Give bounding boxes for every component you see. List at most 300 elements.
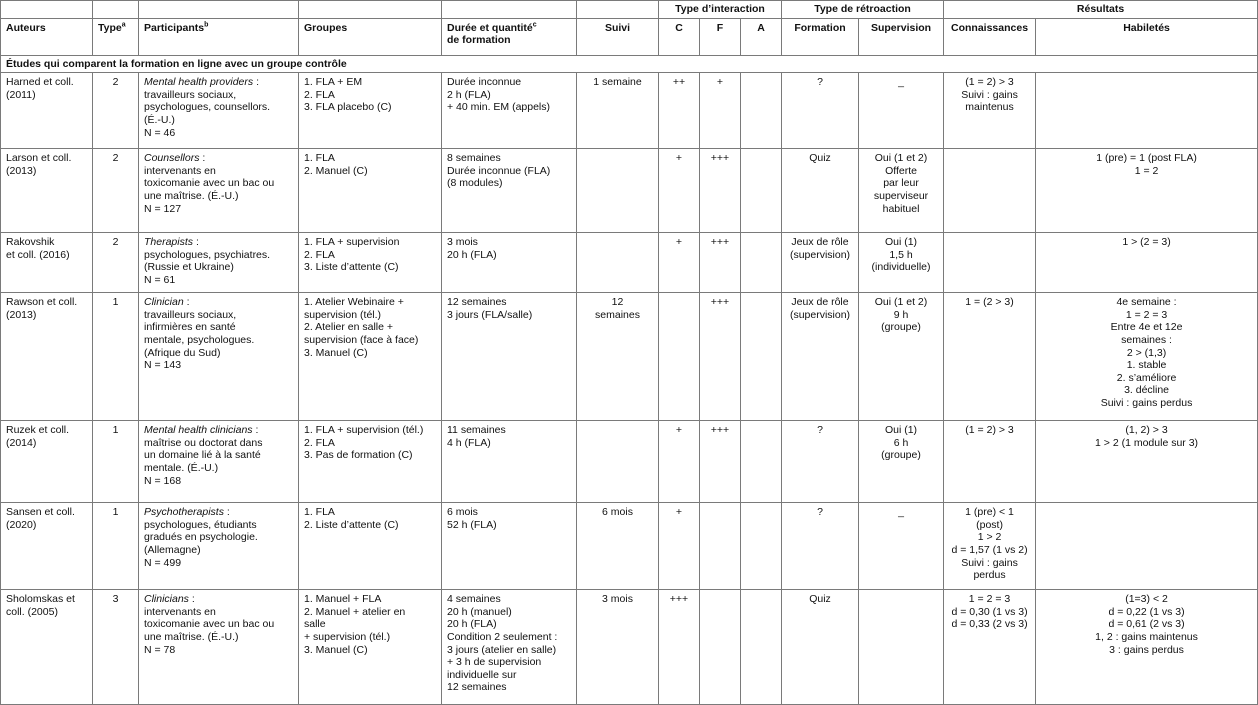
cell-supervision [859, 149, 944, 233]
participants-line: travailleurs sociaux, [144, 88, 237, 101]
auteurs-line: (2020) [6, 518, 37, 531]
section-title: Études qui comparent la formation en ligne avec un groupe contrôle [1, 55, 1258, 73]
cell-type-value: 3 [112, 593, 119, 606]
duree-line: 12 semaines [447, 296, 507, 309]
participants-line: intervenants en [144, 164, 216, 177]
participants-line: mentale. (É.-U.) [144, 461, 219, 474]
participants-line: (Allemagne) [144, 543, 201, 556]
cell-connaissances [944, 149, 1036, 233]
habiletes-line: d = 0,61 (2 vs 3) [1108, 618, 1185, 631]
connaissances-line: d = 0,30 (1 vs 3) [951, 605, 1028, 618]
habiletes-line: 2. s’améliore [1116, 371, 1177, 384]
cell-participants [139, 503, 299, 590]
cell-type [93, 421, 139, 503]
participants-line: une maîtrise. (É.-U.) [144, 189, 239, 202]
cell-participants [139, 590, 299, 705]
participants-line: N = 78 [144, 643, 176, 656]
connaissances-line: (1 = 2) > 3 [965, 76, 1014, 89]
supervision-line: Oui (1 et 2) [874, 152, 928, 165]
auteurs-line: Sansen et coll. [6, 506, 75, 519]
participants-title: Mental health clinicians : [144, 424, 259, 437]
habiletes-line: 3. décline [1124, 384, 1170, 397]
table-row [1, 590, 1258, 705]
supervision-line: (individuelle) [871, 261, 931, 274]
cell-connaissances [944, 73, 1036, 149]
participants-line: psychologues, étudiants [144, 518, 257, 531]
cell-supervision [859, 421, 944, 503]
suivi-line: 6 mois [602, 506, 633, 519]
duree-line: Durée inconnue [447, 76, 522, 89]
habiletes-line: 1 = 2 [1134, 164, 1159, 177]
header-interaction-group: Type d’interaction [659, 1, 782, 19]
participants-title-text: Counsellors [144, 152, 200, 165]
header-resultats-group: Résultats [944, 1, 1258, 19]
participants-line: psychologues, counsellors. [144, 101, 271, 114]
auteurs-line: Larson et coll. [6, 152, 72, 165]
header-empty [139, 1, 299, 19]
table-row [1, 503, 1258, 590]
habiletes-line: (1, 2) > 3 [1125, 424, 1168, 437]
groupes-line: 2. FLA [304, 248, 335, 261]
cell-c-value: + [675, 424, 683, 437]
cell-participants [139, 293, 299, 421]
auteurs-line: Sholomskas et [6, 593, 75, 606]
cell-c-value: ++ [672, 76, 686, 89]
cell-groupes [299, 293, 442, 421]
habiletes-line: 1 > (2 = 3) [1122, 236, 1171, 249]
participants-title: Mental health providers : [144, 76, 259, 89]
header-empty [299, 1, 442, 19]
cell-duree [442, 590, 577, 705]
cell-c-value: +++ [669, 593, 689, 606]
participants-line: un domaine lié à la santé [144, 449, 261, 462]
participants-title-text: Mental health providers [144, 76, 254, 89]
participants-line: toxicomanie avec un bac ou [144, 177, 275, 190]
auteurs-line: Rakovshik [6, 236, 55, 249]
supervision-line: Oui (1) [884, 236, 918, 249]
cell-type [93, 73, 139, 149]
groupes-line: 1. Manuel + FLA [304, 593, 382, 606]
connaissances-line: Suivi : gains [961, 88, 1018, 101]
auteurs-line: (2013) [6, 308, 37, 321]
cell-c-value: + [675, 236, 683, 249]
habiletes-line: Suivi : gains perdus [1100, 396, 1193, 409]
participants-title: Clinician : [144, 296, 190, 309]
duree-line: 20 h (FLA) [447, 248, 497, 261]
col-header-habiletes: Habiletés [1036, 18, 1258, 55]
cell-auteurs [1, 503, 93, 590]
groupes-line: + supervision (tél.) [304, 630, 391, 643]
supervision-line: par leur [883, 177, 919, 190]
habiletes-line: 1 > 2 (1 module sur 3) [1095, 436, 1199, 449]
supervision-line: 1,5 h [889, 248, 913, 261]
col-header-groupes: Groupes [299, 18, 442, 55]
cell-supervision [859, 293, 944, 421]
supervision-line: 6 h [893, 436, 909, 449]
cell-groupes [299, 149, 442, 233]
cell-f-value: + [716, 76, 724, 89]
groupes-line: supervision (face à face) [304, 333, 419, 346]
groupes-line: 2. FLA [304, 436, 335, 449]
formation-line: ? [817, 506, 823, 519]
supervision-line: (groupe) [881, 449, 921, 462]
col-header-a: A [741, 18, 782, 55]
habiletes-line: 1, 2 : gains maintenus [1095, 630, 1198, 643]
connaissances-line: Suivi : gains [961, 556, 1018, 569]
participants-title: Therapists : [144, 236, 199, 249]
cell-connaissances [944, 590, 1036, 705]
header-empty [1, 1, 93, 19]
cell-f [700, 421, 741, 503]
section-row [1, 55, 1258, 73]
participants-line: intervenants en [144, 605, 216, 618]
participants-line: infirmières en santé [144, 321, 236, 334]
supervision-line: habituel [882, 202, 920, 215]
cell-duree [442, 73, 577, 149]
header-row-columns [1, 18, 1258, 55]
header-retroaction-group: Type de rétroaction [782, 1, 944, 19]
cell-groupes [299, 503, 442, 590]
connaissances-line: maintenus [965, 101, 1014, 114]
groupes-line: 2. Manuel + atelier en [304, 605, 406, 618]
participants-line: (Afrique du Sud) [144, 346, 221, 359]
cell-suivi [577, 73, 659, 149]
groupes-line: 3. Manuel (C) [304, 346, 368, 359]
cell-supervision [859, 73, 944, 149]
cell-groupes [299, 421, 442, 503]
cell-auteurs [1, 590, 93, 705]
participants-line: toxicomanie avec un bac ou [144, 618, 275, 631]
participants-title-text: Psychotherapists [144, 506, 224, 519]
cell-duree [442, 233, 577, 293]
participants-line: N = 168 [144, 474, 182, 487]
groupes-line: supervision (tél.) [304, 308, 382, 321]
duree-line: 20 h (FLA) [447, 618, 497, 631]
habiletes-line: 3 : gains perdus [1109, 643, 1184, 656]
cell-supervision [859, 590, 944, 705]
cell-c [659, 590, 700, 705]
cell-formation [782, 73, 859, 149]
habiletes-line: 1 = 2 = 3 [1125, 308, 1168, 321]
cell-suivi [577, 293, 659, 421]
cell-type [93, 503, 139, 590]
connaissances-line: (post) [976, 518, 1003, 531]
auteurs-line: et coll. (2016) [6, 248, 70, 261]
col-header-f: F [700, 18, 741, 55]
participants-line: mentale, psychologues. [144, 333, 255, 346]
habiletes-line: d = 0,22 (1 vs 3) [1108, 605, 1185, 618]
auteurs-line: (2011) [6, 88, 36, 101]
cell-f [700, 503, 741, 590]
cell-a [741, 590, 782, 705]
col-header-c: C [659, 18, 700, 55]
auteurs-line: Ruzek et coll. [6, 424, 70, 437]
cell-c [659, 149, 700, 233]
supervision-line: Offerte [885, 164, 917, 177]
participants-title: Counsellors : [144, 152, 206, 165]
cell-habiletes [1036, 293, 1258, 421]
groupes-line: 1. FLA [304, 506, 335, 519]
groupes-line: 3. Manuel (C) [304, 643, 368, 656]
cell-a [741, 233, 782, 293]
col-header-suivi: Suivi [577, 18, 659, 55]
formation-line: Jeux de rôle [791, 236, 849, 249]
cell-connaissances [944, 503, 1036, 590]
duree-line: 6 mois [447, 506, 478, 519]
cell-participants [139, 149, 299, 233]
auteurs-line: (2014) [6, 436, 37, 449]
participants-title-text: Mental health clinicians [144, 424, 253, 437]
participants-line: travailleurs sociaux, [144, 308, 237, 321]
formation-line: Quiz [809, 593, 831, 606]
cell-type-value: 1 [112, 296, 119, 309]
formation-line: ? [817, 424, 823, 437]
cell-connaissances [944, 293, 1036, 421]
participants-title-text: Clinician [144, 296, 184, 309]
table-row [1, 73, 1258, 149]
cell-f [700, 73, 741, 149]
cell-habiletes [1036, 149, 1258, 233]
supervision-line: _ [898, 506, 904, 519]
cell-participants [139, 73, 299, 149]
cell-a [741, 73, 782, 149]
cell-habiletes [1036, 233, 1258, 293]
habiletes-line: (1=3) < 2 [1125, 593, 1168, 606]
cell-groupes [299, 73, 442, 149]
suivi-line: 1 semaine [593, 76, 642, 89]
cell-suivi [577, 590, 659, 705]
participants-line: (É.-U.) [144, 113, 175, 126]
connaissances-line: 1 > 2 [977, 531, 1002, 544]
header-empty [442, 1, 577, 19]
participants-line: N = 143 [144, 359, 182, 372]
groupes-line: 3. Liste d’attente (C) [304, 261, 399, 274]
cell-habiletes [1036, 503, 1258, 590]
duree-line: 20 h (manuel) [447, 605, 512, 618]
cell-duree [442, 149, 577, 233]
supervision-line: (groupe) [881, 321, 921, 334]
duree-line: 3 mois [447, 236, 478, 249]
duree-line: 8 semaines [447, 152, 501, 165]
habiletes-line: 4e semaine : [1116, 296, 1177, 309]
groupes-line: 1. FLA [304, 152, 335, 165]
cell-groupes [299, 590, 442, 705]
cell-a [741, 293, 782, 421]
auteurs-line: coll. (2005) [6, 605, 58, 618]
cell-f-value: +++ [710, 296, 730, 309]
groupes-line: 1. FLA + EM [304, 76, 363, 89]
cell-c [659, 503, 700, 590]
cell-type-value: 2 [112, 236, 119, 249]
supervision-line: _ [898, 76, 904, 89]
groupes-line: 2. Liste d’attente (C) [304, 518, 399, 531]
formation-line: Jeux de rôle [791, 296, 849, 309]
formation-line: ? [817, 76, 823, 89]
cell-type-value: 2 [112, 152, 119, 165]
cell-f [700, 233, 741, 293]
participants-line: gradués en psychologie. [144, 531, 258, 544]
participants-line: N = 61 [144, 273, 176, 286]
table-row [1, 421, 1258, 503]
duree-line: 4 semaines [447, 593, 501, 606]
groupes-line: salle [304, 618, 326, 631]
cell-type-value: 1 [112, 506, 119, 519]
habiletes-line: 2 > (1,3) [1126, 346, 1167, 359]
cell-suivi [577, 149, 659, 233]
duree-line: + 40 min. EM (appels) [447, 101, 551, 114]
col-header-supervision: Supervision [859, 18, 944, 55]
cell-formation [782, 590, 859, 705]
suivi-line: semaines [595, 308, 640, 321]
formation-line: (supervision) [789, 248, 851, 261]
col-header-duree: Durée et quantité$^c$ de formation [442, 18, 577, 55]
connaissances-line: (1 = 2) > 3 [965, 424, 1014, 437]
duree-line: Condition 2 seulement : [447, 630, 558, 643]
cell-c [659, 421, 700, 503]
cell-c-value: + [675, 506, 683, 519]
participants-line: N = 127 [144, 202, 182, 215]
supervision-line: 9 h [893, 308, 909, 321]
cell-groupes [299, 233, 442, 293]
cell-habiletes [1036, 73, 1258, 149]
col-header-connaissances: Connaissances [944, 18, 1036, 55]
cell-suivi [577, 421, 659, 503]
habiletes-line: 1. stable [1126, 359, 1167, 372]
cell-duree [442, 421, 577, 503]
cell-habiletes [1036, 590, 1258, 705]
connaissances-line: 1 = 2 = 3 [968, 593, 1011, 606]
duree-line: (8 modules) [447, 177, 503, 190]
cell-f [700, 590, 741, 705]
table-row [1, 293, 1258, 421]
duree-line: 52 h (FLA) [447, 518, 497, 531]
col-header-participants: Participants$^b$ [139, 18, 299, 55]
connaissances-line: 1 (pre) < 1 [965, 506, 1014, 519]
duree-line: 11 semaines [447, 424, 506, 437]
cell-f [700, 293, 741, 421]
cell-c-value: + [675, 152, 683, 165]
supervision-line: Oui (1) [884, 424, 918, 437]
cell-auteurs [1, 149, 93, 233]
cell-type-value: 1 [112, 424, 119, 437]
cell-formation [782, 503, 859, 590]
formation-line: Quiz [809, 152, 831, 165]
cell-auteurs [1, 73, 93, 149]
participants-title-text: Clinicians [144, 593, 189, 606]
participants-line: une maîtrise. (É.-U.) [144, 630, 239, 643]
cell-type [93, 149, 139, 233]
cell-f-value: +++ [710, 152, 730, 165]
cell-f-value: +++ [710, 236, 730, 249]
cell-a [741, 503, 782, 590]
auteurs-line: Rawson et coll. [6, 296, 78, 309]
groupes-line: 2. Atelier en salle + [304, 321, 394, 334]
cell-f-value: +++ [710, 424, 730, 437]
table-row [1, 149, 1258, 233]
duree-line: 3 jours (FLA/salle) [447, 308, 533, 321]
groupes-line: 3. Pas de formation (C) [304, 449, 413, 462]
groupes-line: 1. FLA + supervision (tél.) [304, 424, 424, 437]
duree-line: individuelle sur [447, 668, 517, 681]
duree-line: 2 h (FLA) [447, 88, 491, 101]
duree-line: 3 jours (atelier en salle) [447, 643, 557, 656]
cell-type [93, 293, 139, 421]
cell-formation [782, 233, 859, 293]
cell-c [659, 73, 700, 149]
participants-line: maîtrise ou doctorat dans [144, 436, 263, 449]
cell-type [93, 233, 139, 293]
cell-f [700, 149, 741, 233]
header-empty [577, 1, 659, 19]
habiletes-line: Entre 4e et 12e [1110, 321, 1183, 334]
cell-suivi [577, 233, 659, 293]
groupes-line: 2. Manuel (C) [304, 164, 368, 177]
duree-line: 12 semaines [447, 681, 507, 694]
suivi-line: 3 mois [602, 593, 633, 606]
groupes-line: 1. Atelier Webinaire + [304, 296, 404, 309]
participants-title: Psychotherapists : [144, 506, 230, 519]
cell-auteurs [1, 421, 93, 503]
cell-participants [139, 233, 299, 293]
cell-c [659, 293, 700, 421]
participants-title: Clinicians : [144, 593, 195, 606]
cell-c [659, 233, 700, 293]
cell-auteurs [1, 293, 93, 421]
connaissances-line: 1 = (2 > 3) [965, 296, 1014, 309]
cell-supervision [859, 503, 944, 590]
participants-title-text: Therapists [144, 236, 194, 249]
auteurs-line: Harned et coll. [6, 76, 74, 89]
cell-connaissances [944, 233, 1036, 293]
cell-a [741, 149, 782, 233]
cell-type-value: 2 [112, 76, 119, 89]
habiletes-line: semaines : [1121, 333, 1172, 346]
cell-formation [782, 293, 859, 421]
duree-line: + 3 h de supervision [447, 656, 542, 669]
cell-formation [782, 421, 859, 503]
habiletes-line: 1 (pre) = 1 (post FLA) [1096, 152, 1197, 165]
groupes-line: 2. FLA [304, 88, 335, 101]
participants-line: psychologues, psychiatres. [144, 248, 271, 261]
cell-auteurs [1, 233, 93, 293]
header-empty [93, 1, 139, 19]
supervision-line: Oui (1 et 2) [874, 296, 928, 309]
connaissances-line: d = 1,57 (1 vs 2) [951, 543, 1028, 556]
table-row [1, 233, 1258, 293]
cell-type [93, 590, 139, 705]
suivi-line: 12 [611, 296, 624, 309]
groupes-line: 3. FLA placebo (C) [304, 101, 392, 114]
auteurs-line: (2013) [6, 164, 37, 177]
groupes-line: 1. FLA + supervision [304, 236, 400, 249]
col-header-type: Type$^a$ [93, 18, 139, 55]
formation-line: (supervision) [789, 308, 851, 321]
participants-line: (Russie et Ukraine) [144, 261, 234, 274]
cell-habiletes [1036, 421, 1258, 503]
duree-line: 4 h (FLA) [447, 436, 491, 449]
cell-a [741, 421, 782, 503]
cell-participants [139, 421, 299, 503]
duree-line: Durée inconnue (FLA) [447, 164, 551, 177]
col-header-auteurs: Auteurs [1, 18, 93, 55]
cell-duree [442, 293, 577, 421]
col-header-formation: Formation [782, 18, 859, 55]
connaissances-line: d = 0,33 (2 vs 3) [951, 618, 1028, 631]
participants-line: N = 499 [144, 556, 182, 569]
cell-connaissances [944, 421, 1036, 503]
participants-line: N = 46 [144, 126, 176, 139]
supervision-line: superviseur [873, 189, 929, 202]
